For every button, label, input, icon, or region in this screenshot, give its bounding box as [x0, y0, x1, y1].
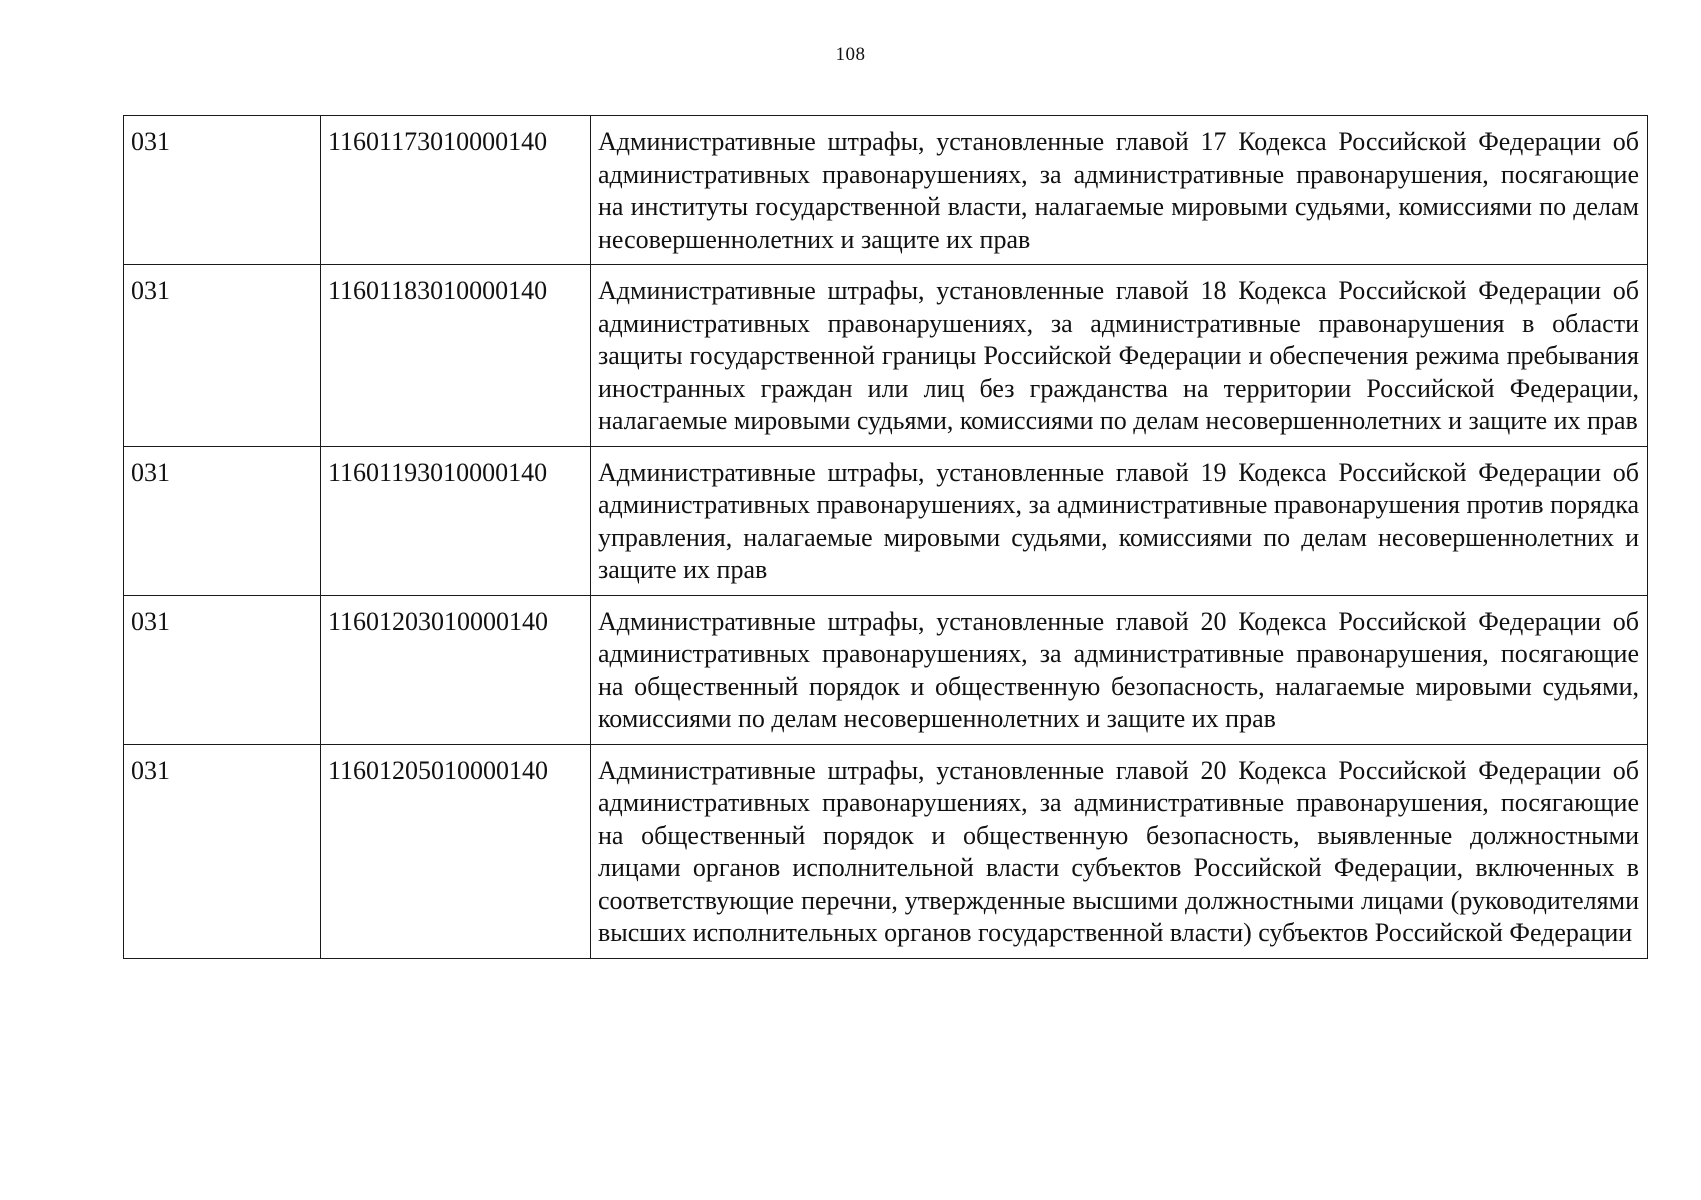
table-row [124, 744, 1648, 958]
description-cell: Административные штрафы, установленные главой 19 Кодекса Российской Федерации об административных правонарушениях, за административные правонарушения против порядка управления, налагаемые мировыми судьями, комиссиями по делам несовершеннолетних и защите их прав [591, 446, 1648, 595]
kbk-code-cell: 11601205010000140 [321, 744, 591, 958]
admin-code-cell: 031 [124, 265, 321, 447]
page-number: 108 [835, 44, 866, 65]
table-row [124, 116, 1648, 265]
description-cell: Административные штрафы, установленные главой 17 Кодекса Российской Федерации об административных правонарушениях, за административные правонарушения, посягающие на институты государственной власти, налагаемые мировыми судьями, комиссиями по делам несовершеннолетних и защите их прав [591, 116, 1648, 265]
fees-table [123, 115, 1648, 959]
table-row [124, 265, 1648, 447]
table-row [124, 595, 1648, 744]
description-cell: Административные штрафы, установленные главой 20 Кодекса Российской Федерации об административных правонарушениях, за административные правонарушения, посягающие на общественный порядок и общественную безопасность, налагаемые мировыми судьями, комиссиями по делам несовершеннолетних и защите их прав [591, 595, 1648, 744]
admin-code-cell: 031 [124, 116, 321, 265]
admin-code-cell: 031 [124, 744, 321, 958]
admin-code-cell: 031 [124, 446, 321, 595]
kbk-code-cell: 11601183010000140 [321, 265, 591, 447]
description-cell: Административные штрафы, установленные главой 18 Кодекса Российской Федерации об административных правонарушениях, за административные правонарушения в области защиты государственной границы Российской Федерации и обеспечения режима пребывания иностранных граждан или лиц без гражданства на территории Российской Федерации, налагаемые мировыми судьями, комиссиями по делам несовершеннолетних и защите их прав [591, 265, 1648, 447]
description-cell: Административные штрафы, установленные главой 20 Кодекса Российской Федерации об административных правонарушениях, за административные правонарушения, посягающие на общественный порядок и общественную безопасность, выявленные должностными лицами органов исполнительной власти субъектов Российской Федерации, включенных в соответствующие перечни, утвержденные высшими должностными лицами (руководителями высших исполнительных органов государственной власти) субъектов Российской Федерации [591, 744, 1648, 958]
table-row [124, 446, 1648, 595]
kbk-code-cell: 11601173010000140 [321, 116, 591, 265]
kbk-code-cell: 11601193010000140 [321, 446, 591, 595]
admin-code-cell: 031 [124, 595, 321, 744]
kbk-code-cell: 11601203010000140 [321, 595, 591, 744]
